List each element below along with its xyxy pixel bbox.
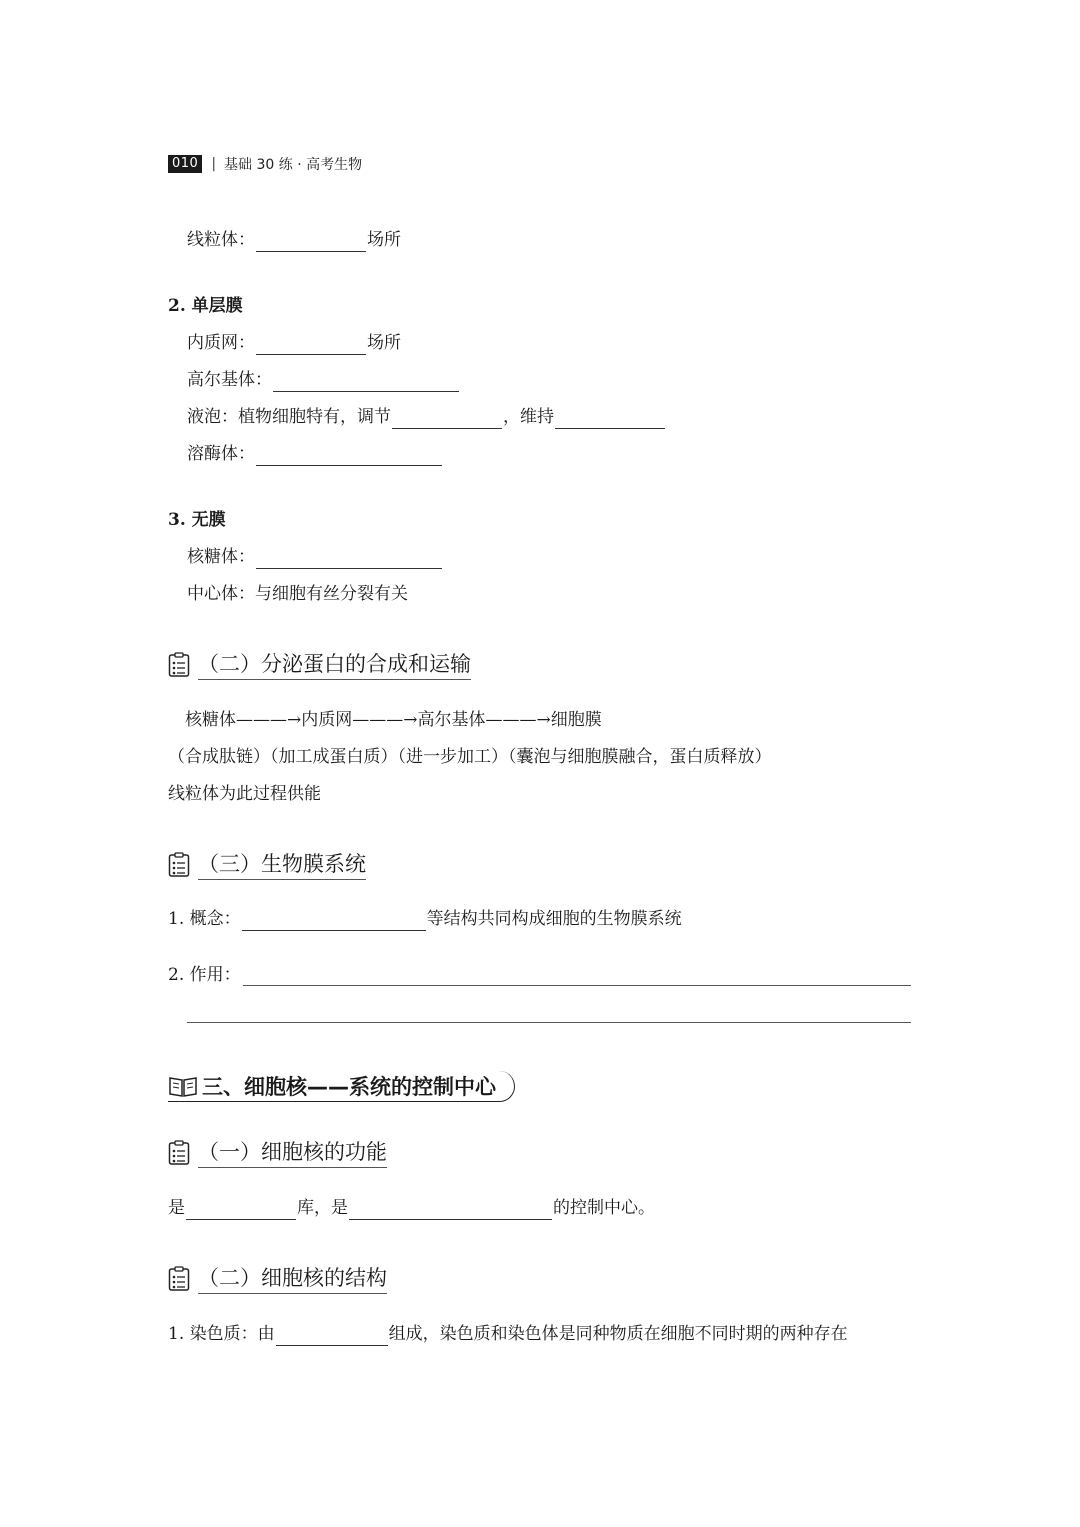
vacuole-blank-2[interactable] — [555, 410, 665, 429]
lysosome-label: 溶酶体： — [187, 444, 255, 464]
page-number: 010 — [168, 155, 202, 173]
header-separator: | — [211, 156, 217, 172]
book-icon — [168, 1074, 198, 1098]
function-label: 2. 作用： — [168, 965, 241, 985]
nucleus-chapter-title: 三、细胞核——系统的控制中心 — [202, 1075, 496, 1099]
function-blank-1[interactable] — [243, 985, 911, 986]
concept-line — [168, 907, 682, 931]
chromatin-blank[interactable] — [276, 1327, 388, 1346]
function-line — [168, 963, 241, 987]
concept-suffix: 等结构共同构成细胞的生物膜系统 — [426, 909, 682, 929]
function-blank-2[interactable] — [187, 1022, 911, 1023]
er-suffix: 场所 — [367, 333, 401, 353]
clipboard-icon — [168, 1140, 190, 1166]
er-label: 内质网： — [187, 333, 255, 353]
biomembrane-title: （三）生物膜系统 — [198, 850, 366, 880]
golgi-blank[interactable] — [273, 373, 459, 392]
book-title: 基础 30 练 · 高考生物 — [224, 157, 363, 173]
ribosome-line — [187, 545, 443, 569]
lysosome-line — [187, 442, 443, 466]
function-pre: 是 — [168, 1198, 185, 1218]
ribosome-blank[interactable] — [256, 550, 442, 569]
chapter-frame — [168, 1071, 515, 1102]
secretory-section-heading — [168, 650, 471, 680]
biomembrane-section-heading — [168, 850, 366, 880]
lysosome-blank[interactable] — [256, 447, 442, 466]
vacuole-line — [187, 405, 666, 429]
concept-label: 1. 概念： — [168, 909, 241, 929]
mitochondria-line — [187, 228, 401, 252]
secretory-pathway: 核糖体———→内质网———→高尔基体———→细胞膜 — [185, 710, 602, 730]
chromatin-label: 1. 染色质：由 — [168, 1324, 275, 1344]
function-blank-b[interactable] — [349, 1201, 552, 1220]
secretory-title: （二）分泌蛋白的合成和运输 — [198, 650, 471, 680]
concept-blank[interactable] — [242, 912, 426, 931]
function-blank-a[interactable] — [186, 1201, 296, 1220]
function-suffix: 的控制中心。 — [553, 1198, 655, 1218]
vacuole-mid: ，维持 — [503, 407, 554, 427]
single-membrane-heading: 2. 单层膜 — [168, 296, 243, 316]
golgi-line — [187, 368, 460, 392]
clipboard-icon — [168, 1266, 190, 1292]
chromatin-suffix: 组成，染色质和染色体是同种物质在细胞不同时期的两种存在 — [388, 1324, 848, 1344]
mitochondria-blank[interactable] — [256, 233, 366, 252]
clipboard-icon — [168, 652, 190, 678]
clipboard-icon — [168, 852, 190, 878]
chromatin-line — [168, 1322, 848, 1346]
nucleus-chapter-heading — [168, 1071, 515, 1102]
mitochondria-label: 线粒体： — [187, 230, 255, 250]
nucleus-function-title: （一）细胞核的功能 — [198, 1138, 387, 1168]
nucleus-function-heading — [168, 1138, 387, 1168]
function-mid: 库，是 — [297, 1198, 348, 1218]
centrosome-line: 中心体：与细胞有丝分裂有关 — [187, 584, 408, 604]
er-line — [187, 331, 401, 355]
no-membrane-heading: 3. 无膜 — [168, 510, 226, 530]
vacuole-blank-1[interactable] — [392, 410, 502, 429]
vacuole-label: 液泡：植物细胞特有，调节 — [187, 407, 391, 427]
page-header — [168, 154, 362, 174]
nucleus-structure-heading — [168, 1264, 387, 1294]
er-blank[interactable] — [256, 336, 366, 355]
nucleus-function-line — [168, 1196, 655, 1220]
nucleus-structure-title: （二）细胞核的结构 — [198, 1264, 387, 1294]
secretory-notes: （合成肽链）（加工成蛋白质）（进一步加工）（囊泡与细胞膜融合，蛋白质释放） — [168, 747, 772, 767]
golgi-label: 高尔基体： — [187, 370, 272, 390]
mitochondria-suffix: 场所 — [367, 230, 401, 250]
secretory-energy: 线粒体为此过程供能 — [168, 784, 321, 804]
ribosome-label: 核糖体： — [187, 547, 255, 567]
